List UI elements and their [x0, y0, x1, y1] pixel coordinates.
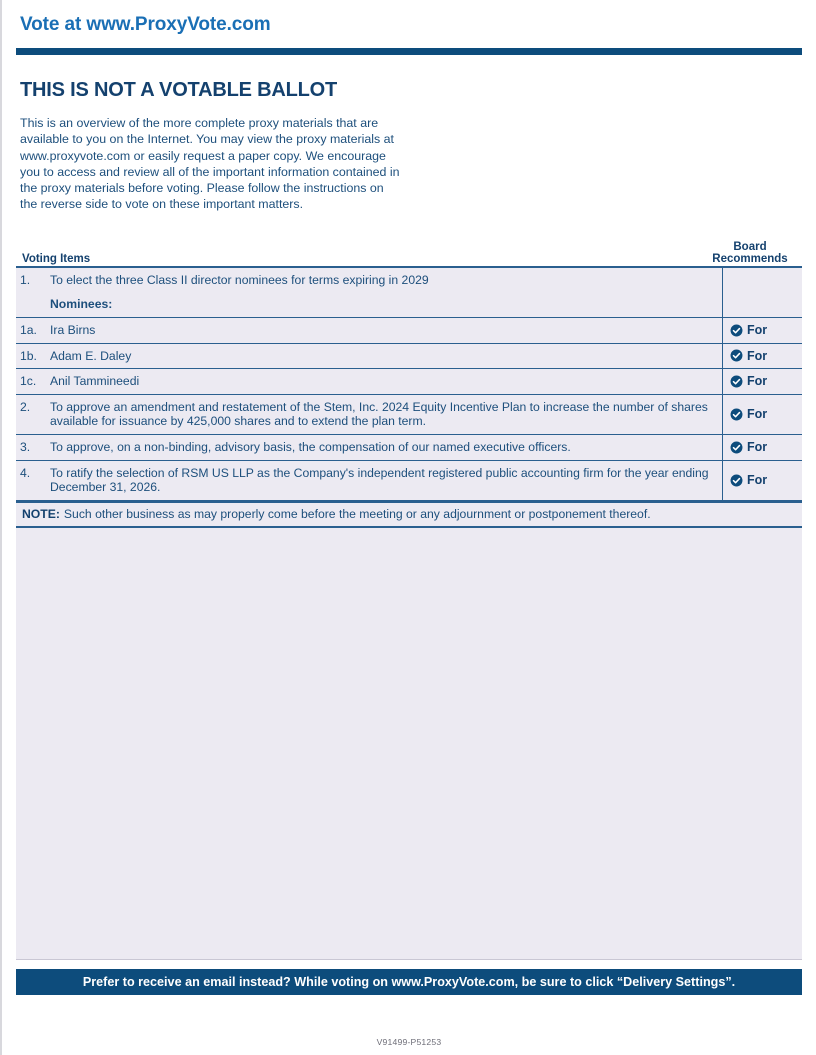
- board-recommends-cell: [722, 461, 802, 500]
- row-number: 1a.: [20, 322, 37, 337]
- table-row: [16, 394, 802, 434]
- item-1-main-line: [16, 268, 722, 293]
- row-number-spacer: [16, 292, 50, 317]
- blank-content-area: [16, 528, 802, 960]
- voting-items-table: [16, 240, 802, 528]
- table-row: [16, 460, 802, 500]
- row-number: 3.: [20, 439, 31, 454]
- row-number: 1.: [20, 272, 31, 287]
- page-header: [2, 0, 816, 48]
- table-row: [16, 343, 802, 369]
- row-text: Anil Tammineedi: [50, 374, 140, 389]
- recommendation-label: For: [747, 473, 768, 488]
- board-header-line1: Board: [733, 240, 767, 253]
- table-body: [16, 266, 802, 502]
- board-recommends-cell: [722, 318, 802, 343]
- recommendation-label: For: [747, 374, 768, 389]
- row-text: To approve an amendment and restatement of the Stem, Inc. 2024 Equity Incentive Plan to increase the number of shares available for issuance by 425,000 shares and to extend the plan term.: [50, 399, 708, 429]
- check-circle-icon: [730, 474, 743, 487]
- footer-message: Prefer to receive an email instead? While voting on www.ProxyVote.com, be sure to click “Delivery Settings”.: [82, 974, 736, 989]
- header-rule-bar: [16, 48, 802, 55]
- item-1-block: [16, 268, 722, 317]
- row-text: To approve, on a non-binding, advisory basis, the compensation of our named executive officers.: [50, 439, 571, 454]
- item-1-nominees-line: [16, 292, 722, 317]
- note-row: [16, 502, 802, 528]
- document-control-number: V91499-P51253: [376, 1036, 442, 1047]
- board-header-line2: Recommends: [712, 253, 788, 266]
- intro-paragraph: This is an overview of the more complete proxy materials that are available to you on the Internet. You may view the proxy materials at www.proxyvote.com or easily request a paper copy. We encourage you to access and review all of the important information contained in the proxy materials before voting. Please follow the instructions on the reverse side to vote on these important matters.: [20, 116, 400, 212]
- board-recommends-cell: [722, 435, 802, 460]
- check-circle-icon: [730, 349, 743, 362]
- proxyvote-header-title: Vote at www.ProxyVote.com: [20, 14, 271, 35]
- row-number: 1c.: [20, 374, 37, 389]
- page-title: THIS IS NOT A VOTABLE BALLOT: [20, 79, 337, 101]
- check-circle-icon: [730, 375, 743, 388]
- note-label: NOTE:: [22, 506, 60, 521]
- row-number: 1b.: [20, 348, 37, 363]
- row-number: 4.: [20, 465, 31, 480]
- table-row: [16, 268, 802, 317]
- row-number: 2.: [20, 399, 31, 414]
- table-header-row: [16, 240, 802, 266]
- board-recommends-cell: [722, 395, 802, 434]
- table-row: [16, 368, 802, 394]
- board-recommends-cell: [722, 369, 802, 394]
- intro-section: [2, 55, 816, 213]
- row-text: To ratify the selection of RSM US LLP as the Company's independent registered public accounting firm for the year ending December 31, 2026.: [50, 465, 709, 495]
- table-row: [16, 317, 802, 343]
- recommendation-label: For: [747, 348, 768, 363]
- recommendation-label: For: [747, 440, 768, 455]
- row-text: Ira Birns: [50, 322, 96, 337]
- column-header-board-recommends: [700, 241, 800, 266]
- table-row: [16, 434, 802, 460]
- check-circle-icon: [730, 408, 743, 421]
- recommendation-label: For: [747, 407, 768, 422]
- row-text: To elect the three Class II director nominees for terms expiring in 2029: [50, 272, 429, 287]
- check-circle-icon: [730, 441, 743, 454]
- recommendation-label: For: [747, 323, 768, 338]
- footer-banner: [16, 969, 802, 995]
- row-text: Adam E. Daley: [50, 348, 132, 363]
- nominees-label: Nominees:: [50, 297, 113, 312]
- board-recommends-cell-empty: [722, 268, 802, 317]
- check-circle-icon: [730, 324, 743, 337]
- board-recommends-cell: [722, 344, 802, 369]
- column-header-voting-items: Voting Items: [22, 252, 91, 265]
- note-text: Such other business as may properly come before the meeting or any adjournment or postponement thereof.: [63, 506, 651, 521]
